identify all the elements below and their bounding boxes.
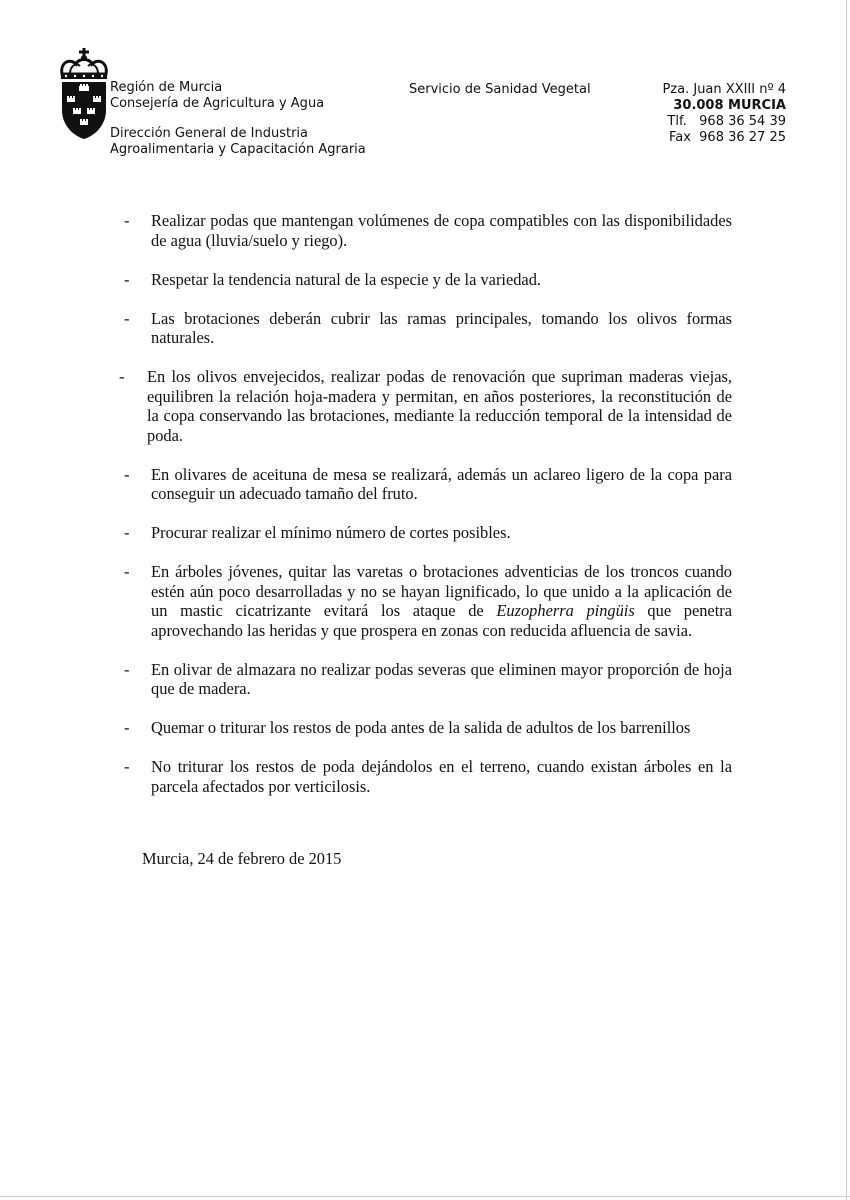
fax-line bbox=[600, 130, 786, 146]
list-item bbox=[124, 309, 732, 348]
address-line-2: 30.008 MURCIA bbox=[673, 98, 786, 113]
org-line-2: Consejería de Agricultura y Agua bbox=[110, 96, 325, 111]
list-item bbox=[124, 562, 732, 640]
phone-line bbox=[600, 114, 786, 130]
list-dash: - bbox=[124, 211, 130, 230]
dept-line-2: Agroalimentaria y Capacitación Agraria bbox=[110, 142, 366, 157]
species-name: Euzopherra pingüis bbox=[496, 601, 635, 620]
fax-label: Fax bbox=[668, 130, 691, 145]
header-service bbox=[409, 82, 591, 98]
list-dash: - bbox=[124, 562, 130, 581]
address-line-1: Pza. Juan XXIII nº 4 bbox=[662, 82, 786, 97]
list-item-text bbox=[151, 562, 732, 640]
list-item bbox=[124, 523, 732, 543]
list-item bbox=[124, 718, 732, 738]
list-item-text: Las brotaciones deberán cubrir las ramas principales, tomando los olivos formas naturales. bbox=[151, 308, 732, 347]
list-dash: - bbox=[124, 464, 130, 484]
list-dash: - bbox=[124, 718, 130, 737]
list-item-text-before: En árboles jóvenes, quitar las varetas o brotaciones adventicias de los troncos cuando estén aún poco desarrolladas y no se hayan lignificado, lo que unido a la aplicación de un mastic cicatrizante evitará los ataque de bbox=[151, 562, 732, 620]
org-line-1: Región de Murcia bbox=[110, 80, 223, 95]
dept-line-1: Dirección General de Industria bbox=[110, 126, 309, 141]
header-contact bbox=[600, 82, 786, 146]
list-dash: - bbox=[124, 659, 130, 679]
fax-number: 968 36 27 25 bbox=[699, 130, 786, 145]
place-date: Murcia, 24 de febrero de 2015 bbox=[142, 849, 342, 868]
list-item-text: Procurar realizar el mínimo número de cortes posibles. bbox=[151, 523, 511, 542]
list-dash: - bbox=[124, 757, 130, 776]
list-item bbox=[119, 367, 732, 445]
list-item-text-after: que penetra aprovechando las heridas y que prospera en zonas con reducida afluencia de savia. bbox=[151, 601, 732, 640]
region-murcia-crest-icon bbox=[58, 48, 110, 140]
recommendations-list bbox=[119, 211, 732, 816]
header-organization bbox=[110, 80, 366, 158]
list-dash: - bbox=[124, 269, 130, 289]
list-item-text: Quemar o triturar los restos de poda antes de la salida de adultos de los barrenillos bbox=[151, 718, 691, 737]
phone-number: 968 36 54 39 bbox=[699, 114, 786, 129]
list-item-text: Realizar podas que mantengan volúmenes de copa compatibles con las disponibilidades de agua (lluvia/suelo y riego). bbox=[151, 211, 732, 250]
list-item bbox=[124, 660, 732, 699]
list-item bbox=[124, 465, 732, 504]
phone-label: Tlf. bbox=[667, 114, 687, 129]
page-edge-right bbox=[846, 0, 847, 1200]
list-item-text: En olivares de aceituna de mesa se realizará, además un aclareo ligero de la copa para conseguir un adecuado tamaño del fruto. bbox=[151, 464, 732, 503]
list-item bbox=[124, 211, 732, 250]
list-item-text: Respetar la tendencia natural de la especie y de la variedad. bbox=[151, 269, 541, 289]
list-item bbox=[124, 270, 732, 290]
list-dash: - bbox=[124, 523, 130, 542]
list-item bbox=[124, 757, 732, 796]
list-item-text: En olivar de almazara no realizar podas severas que eliminen mayor proporción de hoja que de madera. bbox=[151, 659, 732, 698]
list-dash: - bbox=[124, 308, 130, 328]
list-item-text: En los olivos envejecidos, realizar podas de renovación que supriman maderas viejas, equilibren la relación hoja-madera y permitan, en años posteriores, la reconstitución de la copa conservando las brotaciones, mediante la reducción temporal de la intensidad de poda. bbox=[147, 367, 732, 445]
list-dash: - bbox=[119, 367, 125, 386]
page-edge-bottom bbox=[0, 1196, 850, 1197]
list-item-text: No triturar los restos de poda dejándolos en el terreno, cuando existan árboles en la parcela afectados por verticilosis. bbox=[151, 757, 732, 796]
service-name: Servicio de Sanidad Vegetal bbox=[409, 82, 591, 97]
